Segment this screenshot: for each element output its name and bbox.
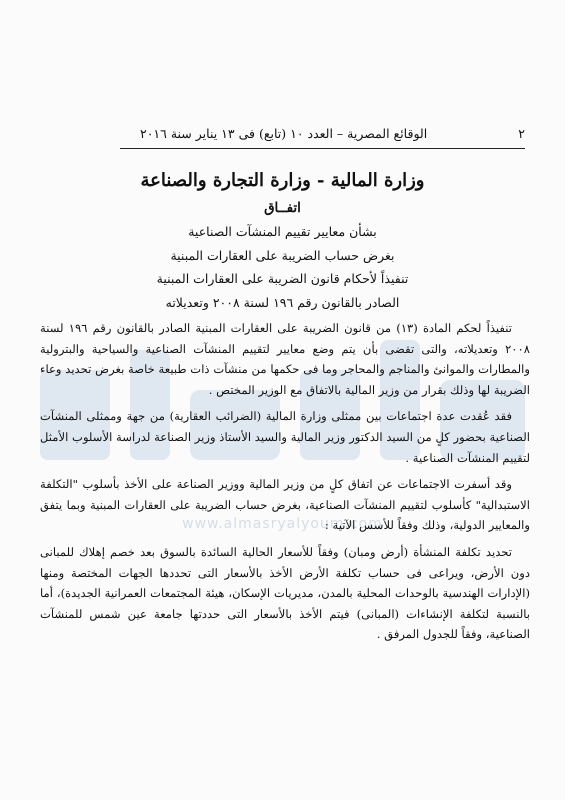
subtitle-line-4: الصادر بالقانون رقم ١٩٦ لسنة ٢٠٠٨ وتعديلاته: [165, 295, 400, 310]
page-number: ٢: [518, 126, 525, 141]
subtitle-line-3: تنفيذاً لأحكام قانون الضريبة على العقارات المبنية: [156, 271, 409, 286]
watermark-url: www.almasryalyoum.com: [182, 516, 383, 532]
paragraph: تنفيذاً لحكم المادة (١٣) من قانون الضريبة على العقارات المبنية الصادر بالقانون رقم ١٩٦ لسنة ٢٠٠٨ وتعديلاته، والتى تقضى بأن يتم وضع معايير لتقييم المنشآت الصناعية والسياحية والبترولية والمطارات والموانئ والمناجم والمحاجر وما فى حكمها من منشآت ذات طبيعة خاصة بغرض تحديد وعاء الضريبة لها وذلك بقرار من وزير المالية بالاتفاق مع الوزير المختص .: [40, 321, 530, 397]
body-text: [40, 318, 530, 651]
gazette-info: الوقائع المصرية – العدد ١٠ (تابع) فى ١٣ يناير سنة ٢٠١٦: [140, 126, 428, 141]
paragraph: وقد أسفرت الاجتماعات عن اتفاق كلٍ من وزير المالية ووزير الصناعة على الأخذ بأسلوب "التكلفة الاستبدالية" كأسلوب لتقييم المنشآت الصناعية، بغرض حساب الضريبة على العقارات المبنية وبما يتفق والمعايير الدولية، وذلك وفقاً للأسس الآتية :: [40, 477, 530, 533]
header-divider: [120, 148, 525, 149]
document-title: وزارة المالية - وزارة التجارة والصناعة: [140, 170, 425, 191]
subtitle-line-1: بشأن معايير تقييم المنشآت الصناعية: [188, 224, 377, 239]
agreement-heading: اتفــاق: [264, 200, 301, 216]
subtitle-line-2: بغرض حساب الضريبة على العقارات المبنية: [170, 248, 395, 263]
page-header: [140, 126, 525, 141]
paragraph: فقد عُقدت عدة اجتماعات بين ممثلى وزارة المالية (الضرائب العقارية) من جهة وممثلى المنشآت الصناعية بحضور كلٍ من السيد الدكتور وزير المالية والسيد الأستاذ وزير الصناعة لدراسة الأسلوب الأمثل لتقييم المنشآت الصناعية .: [40, 409, 530, 465]
paragraph: تحديد تكلفة المنشأة (أرض ومبان) وفقاً للأسعار الحالية السائدة بالسوق بعد خصم إهلاك للمبانى دون الأرض، ويراعى فى حساب تكلفة الأرض الأخذ بالأسعار التى تحددها الجهات المختصة ومنها (الإدارات الهندسية بالوحدات المحلية بالمدن، مديريات الإسكان، هيئة المجتمعات العمرانية الجديدة)، أما بالنسبة لتكلفة الإنشاءات (المبانى) فيتم الأخذ بالأسعار التى حددتها جامعة عين شمس للمنشآت الصناعية، وفقاً للجدول المرفق .: [40, 544, 530, 642]
